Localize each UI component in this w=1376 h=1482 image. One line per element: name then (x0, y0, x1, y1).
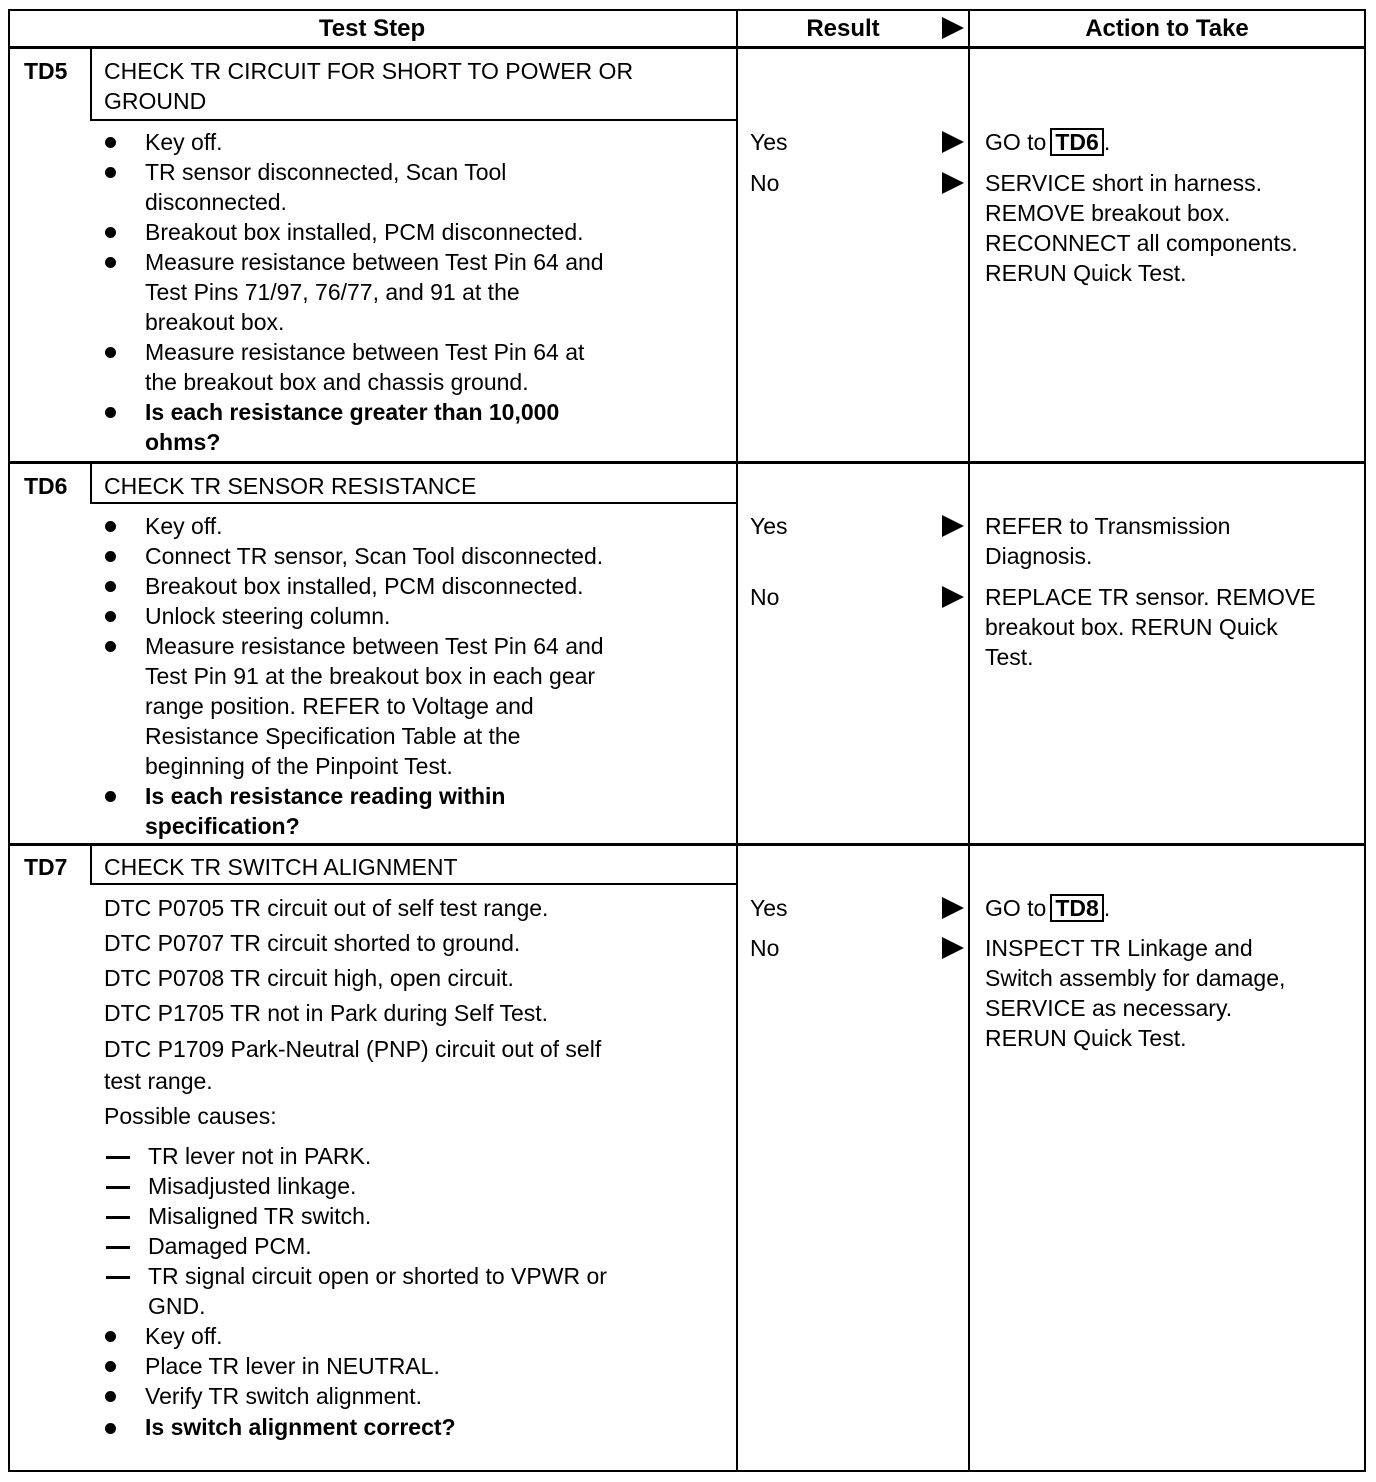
td5-no-action-line: REMOVE breakout box. (985, 200, 1231, 226)
td7-no-action-line: INSPECT TR Linkage and (985, 935, 1253, 961)
td6-yes-arrow-icon (942, 515, 964, 537)
td6-no-arrow-icon (942, 586, 964, 608)
action-column-left-border (968, 9, 970, 1472)
td7-result-yes: Yes (750, 895, 788, 921)
td5-yes-action-suffix: . (1103, 129, 1111, 155)
table-bottom-border (8, 1470, 1366, 1472)
td7-dtc-line: test range. (104, 1068, 213, 1094)
td5-no-action-line: SERVICE short in harness. (985, 170, 1262, 196)
td6-step: Unlock steering column. (145, 603, 391, 629)
td7-no-action-line: SERVICE as necessary. (985, 995, 1233, 1021)
td5-step: Key off. (145, 129, 223, 155)
td6-question: specification? (145, 813, 300, 839)
td6-title-underline (90, 502, 736, 504)
td7-title: CHECK TR SWITCH ALIGNMENT (104, 854, 458, 880)
td5-bullet-1 (105, 137, 116, 148)
td5-no-action-line: RECONNECT all components. (985, 230, 1298, 256)
td7-no-arrow-icon (942, 937, 964, 959)
td7-cause: GND. (148, 1293, 206, 1319)
td5-question: ohms? (145, 429, 221, 455)
td7-causes-label: Possible causes: (104, 1103, 277, 1129)
td7-bullet-2 (105, 1361, 116, 1372)
td5-id-divider (90, 48, 92, 120)
td5-result-yes: Yes (750, 129, 788, 155)
td5-bottom-border (8, 461, 1366, 464)
td6-result-yes: Yes (750, 513, 788, 539)
td5-step: breakout box. (145, 309, 285, 335)
header-bottom-border (8, 46, 1366, 49)
td7-no-action-line: Switch assembly for damage, (985, 965, 1286, 991)
td7-yes-action-suffix: . (1103, 895, 1111, 921)
table-top-border (8, 9, 1366, 11)
td6-bullet-4 (105, 611, 116, 622)
td5-step: Measure resistance between Test Pin 64 at (145, 339, 585, 365)
td7-yes-action (985, 893, 1110, 923)
header-result: Result (806, 15, 880, 42)
td5-step-id: TD5 (24, 58, 68, 84)
td7-dash-5 (106, 1276, 130, 1279)
td5-title-line1: CHECK TR CIRCUIT FOR SHORT TO POWER OR (104, 58, 634, 84)
td7-yes-action-prefix: GO to (985, 895, 1047, 921)
td6-no-action-line: breakout box. RERUN Quick (985, 614, 1278, 640)
td7-bullet-4 (105, 1423, 116, 1434)
td6-bullet-1 (105, 521, 116, 532)
td5-step: Measure resistance between Test Pin 64 and (145, 249, 604, 275)
td7-bullet-3 (105, 1391, 116, 1402)
td7-dtc-line: DTC P1709 Park-Neutral (PNP) circuit out of self (104, 1036, 602, 1062)
td7-cause: Misaligned TR switch. (148, 1203, 372, 1229)
td5-step: Breakout box installed, PCM disconnected. (145, 219, 584, 245)
td7-cause: TR lever not in PARK. (148, 1143, 372, 1169)
td7-cause: Misadjusted linkage. (148, 1173, 357, 1199)
td6-title: CHECK TR SENSOR RESISTANCE (104, 473, 477, 499)
td6-question: Is each resistance reading within (145, 783, 506, 809)
td7-dtc-line: DTC P0708 TR circuit high, open circuit. (104, 965, 514, 991)
td5-no-arrow-icon (942, 172, 964, 194)
td7-dash-3 (106, 1216, 130, 1219)
td5-no-action-line: RERUN Quick Test. (985, 260, 1187, 286)
td6-step-id: TD6 (24, 473, 68, 499)
td7-step-id: TD7 (24, 854, 68, 880)
td5-question: Is each resistance greater than 10,000 (145, 399, 560, 425)
td6-yes-action-line: Diagnosis. (985, 543, 1093, 569)
td6-no-action-line: REPLACE TR sensor. REMOVE (985, 584, 1316, 610)
td7-step: Verify TR switch alignment. (145, 1383, 422, 1409)
td7-dash-1 (106, 1156, 130, 1159)
td5-step: Test Pins 71/97, 76/77, and 91 at the (145, 279, 520, 305)
td5-bullet-3 (105, 227, 116, 238)
td6-step: Test Pin 91 at the breakout box in each gear (145, 663, 596, 689)
header-test-step: Test Step (318, 15, 426, 42)
td7-dash-2 (106, 1186, 130, 1189)
td7-yes-action-ref[interactable]: TD8 (1050, 894, 1103, 922)
td5-bullet-5 (105, 347, 116, 358)
td7-dtc-line: DTC P0705 TR circuit out of self test range. (104, 895, 549, 921)
td6-step: range position. REFER to Voltage and (145, 693, 534, 719)
td6-bottom-border (8, 843, 1366, 846)
td6-result-no: No (750, 584, 780, 610)
td6-bullet-6 (105, 791, 116, 802)
td7-step: Place TR lever in NEUTRAL. (145, 1353, 440, 1379)
td5-bullet-4 (105, 257, 116, 268)
td6-step: Key off. (145, 513, 223, 539)
td7-title-underline (90, 883, 736, 885)
td5-title-underline (90, 119, 736, 121)
header-action: Action to Take (1085, 15, 1249, 42)
td5-bullet-6 (105, 407, 116, 418)
result-column-left-border (736, 9, 738, 1472)
td5-yes-action (985, 127, 1110, 157)
td5-step: the breakout box and chassis ground. (145, 369, 529, 395)
td7-cause: TR signal circuit open or shorted to VPWR or (148, 1263, 607, 1289)
td7-result-no: No (750, 935, 780, 961)
td7-yes-arrow-icon (942, 897, 964, 919)
td5-yes-action-ref[interactable]: TD6 (1050, 128, 1103, 156)
td6-yes-action-line: REFER to Transmission (985, 513, 1231, 539)
td7-cause: Damaged PCM. (148, 1233, 312, 1259)
td6-step: beginning of the Pinpoint Test. (145, 753, 453, 779)
td6-step: Connect TR sensor, Scan Tool disconnected. (145, 543, 604, 569)
td5-yes-action-prefix: GO to (985, 129, 1047, 155)
td7-dtc-line: DTC P1705 TR not in Park during Self Test. (104, 1000, 549, 1026)
td5-step: TR sensor disconnected, Scan Tool (145, 159, 507, 185)
td6-step: Resistance Specification Table at the (145, 723, 521, 749)
td7-dtc-line: DTC P0707 TR circuit shorted to ground. (104, 930, 521, 956)
td5-step: disconnected. (145, 189, 287, 215)
td7-no-action-line: RERUN Quick Test. (985, 1025, 1187, 1051)
td6-no-action-line: Test. (985, 644, 1034, 670)
header-arrow-icon (942, 17, 964, 39)
table-right-border (1364, 9, 1366, 1472)
td5-title-line2: GROUND (104, 88, 207, 114)
table-left-border (8, 9, 10, 1472)
td5-result-no: No (750, 170, 780, 196)
td6-step: Breakout box installed, PCM disconnected. (145, 573, 584, 599)
td6-step: Measure resistance between Test Pin 64 and (145, 633, 604, 659)
td7-id-divider (90, 845, 92, 885)
td7-step: Key off. (145, 1323, 223, 1349)
td6-bullet-2 (105, 551, 116, 562)
td7-bullet-1 (105, 1331, 116, 1342)
td6-bullet-3 (105, 581, 116, 592)
td5-bullet-2 (105, 167, 116, 178)
td5-yes-arrow-icon (942, 131, 964, 153)
td7-question: Is switch alignment correct? (145, 1414, 456, 1440)
td6-bullet-5 (105, 641, 116, 652)
td7-dash-4 (106, 1246, 130, 1249)
td6-id-divider (90, 463, 92, 503)
